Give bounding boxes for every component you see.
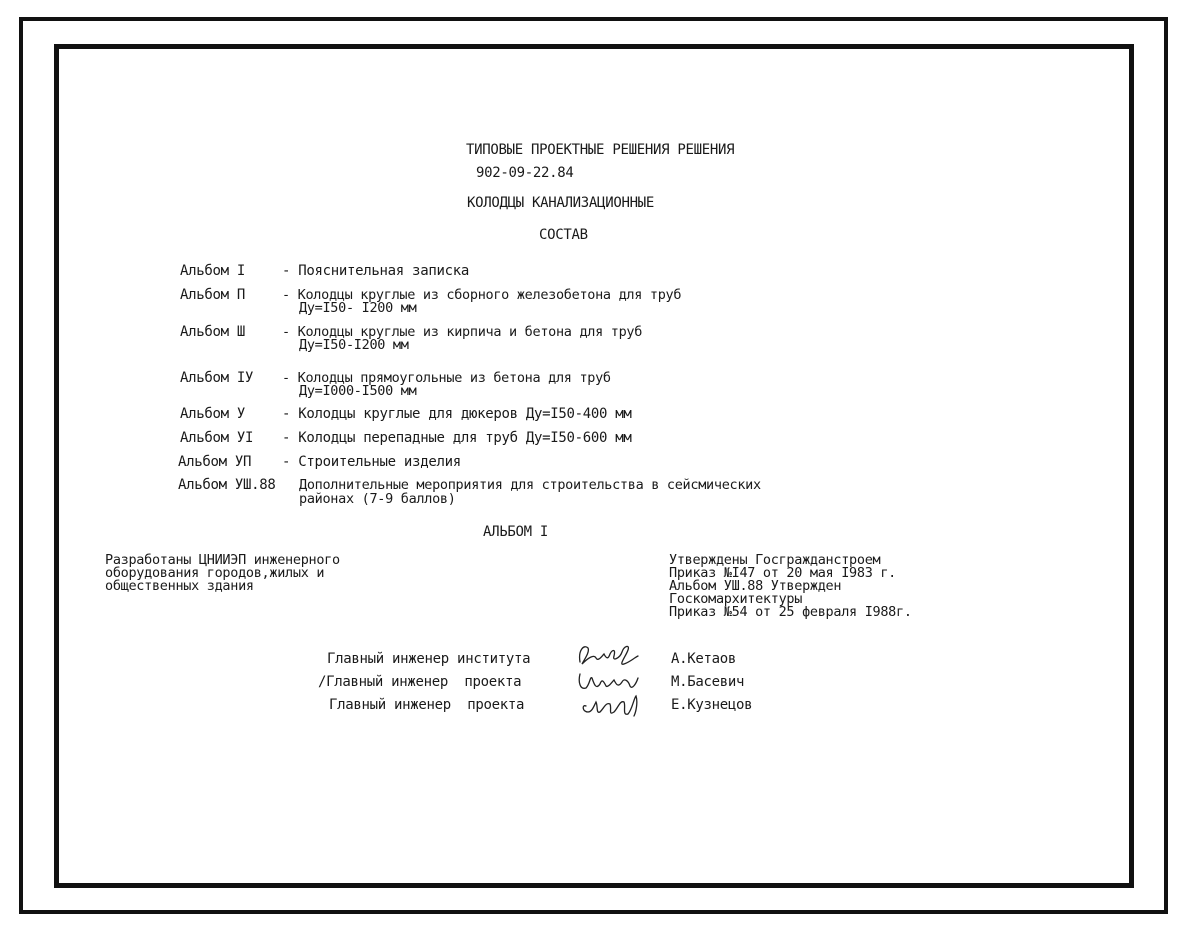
developer-line: общественных здания <box>105 578 254 594</box>
approval-line: Альбом УШ.88 Утвержден <box>669 578 842 594</box>
approval-line: Госкомархитектуры <box>669 591 803 607</box>
signature-basevich <box>576 668 642 694</box>
album-name: Альбом П <box>180 287 246 303</box>
approval-line: Приказ №54 от 25 февраля I988г. <box>669 604 912 620</box>
album-description-cont: Ду=I50-I200 мм <box>299 337 409 353</box>
signatory-name: М.Басевич <box>671 674 745 690</box>
album-description: - Колодцы круглые из кирпича и бетона для труб <box>282 324 643 340</box>
album-description-cont: Ду=I000-I500 мм <box>299 383 417 399</box>
album-name: Альбом УШ.88 <box>178 477 276 493</box>
album-description-cont: Ду=I50- I200 мм <box>299 300 417 316</box>
developer-line: оборудования городов,жилых и <box>105 565 325 581</box>
album-name: Альбом I <box>180 263 246 279</box>
signatory-role: Главный инженер института <box>327 651 531 667</box>
album-description: - Колодцы прямоугольные из бетона для труб <box>282 370 611 386</box>
signatory-name: Е.Кузнецов <box>671 697 753 713</box>
album-description: - Строительные изделия <box>282 454 461 470</box>
developer-line: Разработаны ЦНИИЭП инженерного <box>105 552 340 568</box>
album-description: - Колодцы круглые из сборного железобетона для труб <box>282 287 682 303</box>
signature-ketaov <box>574 640 644 670</box>
album-description: - Пояснительная записка <box>282 263 469 279</box>
album-name: Альбом Ш <box>180 324 246 340</box>
album-name: Альбом IУ <box>180 370 254 386</box>
signature-kuznetsov <box>578 692 642 720</box>
approval-line: Утверждены Госгражданстроем <box>669 552 881 568</box>
album-description: - Колодцы круглые для дюкеров Ду=I50-400 мм <box>282 406 632 422</box>
album-description: Дополнительные мероприятия для строительства в сейсмических <box>299 477 761 493</box>
album-name: Альбом УI <box>180 430 254 446</box>
approval-line: Приказ №I47 от 20 мая I983 г. <box>669 565 897 581</box>
signatory-role: Главный инженер проекта <box>329 697 525 713</box>
document-type-title: ТИПОВЫЕ ПРОЕКТНЫЕ РЕШЕНИЯ РЕШЕНИЯ <box>466 142 735 158</box>
project-code: 902-09-22.84 <box>476 165 574 181</box>
signatory-name: А.Кетаов <box>671 651 737 667</box>
album-description: - Колодцы перепадные для труб Ду=I50-600 мм <box>282 430 632 446</box>
signatory-role: /Главный инженер проекта <box>318 674 522 690</box>
composition-heading: СОСТАВ <box>539 227 588 243</box>
album-title: АЛЬБОМ I <box>483 524 549 540</box>
album-name: Альбом У <box>180 406 246 422</box>
album-name: Альбом УП <box>178 454 252 470</box>
project-subject: КОЛОДЦЫ КАНАЛИЗАЦИОННЫЕ <box>467 195 654 211</box>
album-description-cont: районах (7-9 баллов) <box>299 491 456 507</box>
